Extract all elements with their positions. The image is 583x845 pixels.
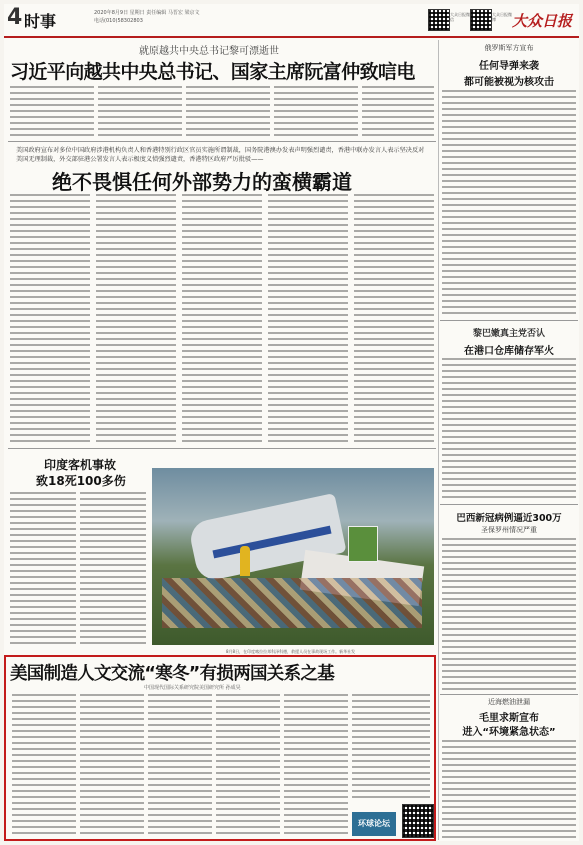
vietnam-body-col4 [274, 86, 358, 138]
hongkong-body-col5 [354, 194, 434, 444]
page-header [4, 4, 579, 38]
newspaper-logo: 大众日报 [512, 12, 573, 30]
mauritius-headline-line2: 进入“环境紧急状态” [462, 727, 556, 738]
divider [440, 504, 578, 505]
divider [8, 141, 436, 142]
feature-body-col3 [148, 694, 212, 836]
weixin-qr-code [428, 9, 450, 31]
india-body-col2 [80, 492, 146, 647]
india-headline-line2: 致18死100多伤 [36, 474, 126, 488]
dateline-text: 2020年8月9日 星期日 责任编辑 马晋宏 梁京文 [94, 10, 200, 16]
brazil-headline: 巴西新冠病例逼近300万 [456, 513, 562, 524]
dateline [94, 9, 234, 25]
feature-headline: 美国制造人文交流“寒冬”有损两国关系之基 [10, 664, 335, 684]
divider [440, 694, 578, 695]
divider [8, 448, 436, 449]
mauritius-headline-line1: 毛里求斯宣布 [479, 713, 539, 724]
newspaper-page [4, 4, 579, 841]
qr-label-1: 大众日报微信 [450, 12, 470, 22]
feature-body-col1 [12, 694, 76, 836]
green-sign [348, 526, 378, 562]
russia-kicker: 俄罗斯军方宣布 [484, 44, 534, 52]
brazil-body [442, 538, 576, 690]
hongkong-body-col4 [268, 194, 348, 444]
india-body-col1 [10, 492, 76, 647]
phone-text: 电话(010)58302803 [94, 18, 143, 24]
hongkong-headline: 绝不畏惧任何外部势力的蛮横霸道 [52, 170, 352, 194]
hongkong-body-col2 [96, 194, 176, 444]
lebanon-kicker: 黎巴嫩真主党否认 [472, 329, 545, 339]
qr-label-2: 大众日报微博 [492, 12, 512, 22]
rescue-worker [240, 546, 250, 576]
vietnam-body-col3 [186, 86, 270, 138]
section-title: 时事 [24, 12, 57, 31]
lebanon-headline: 在港口仓库储存军火 [464, 346, 554, 357]
feature-qr-code [402, 804, 434, 838]
page-number: 4 [7, 5, 23, 30]
column-stamp: 环球论坛 [352, 812, 396, 836]
russia-body [442, 90, 576, 316]
feature-byline: 中国现代国际关系研究院美国研究所 孙成昊 [144, 685, 241, 691]
feature-body-col5 [284, 694, 348, 836]
vietnam-kicker: 就原越共中央总书记黎可漂逝世 [139, 46, 279, 57]
mauritius-kicker: 近海燃油泄漏 [488, 698, 530, 706]
feature-body-col6 [352, 694, 430, 800]
lebanon-body [442, 358, 576, 500]
feature-body-col2 [80, 694, 144, 836]
hongkong-body-col1 [10, 194, 90, 444]
plane-crash-photo [152, 468, 434, 645]
divider [440, 320, 578, 321]
mauritius-body [442, 740, 576, 838]
debris-field [162, 578, 422, 628]
vietnam-body-col1 [10, 86, 94, 138]
feature-body-col4 [216, 694, 280, 836]
photo-caption: 8月8日，在印度喀拉拉邦科泽科德，救援人员在事故现场工作。新华社发 [226, 649, 356, 654]
vietnam-body-col5 [362, 86, 434, 138]
weibo-qr-code [470, 9, 492, 31]
brazil-subline: 圣保罗州情况严重 [481, 526, 537, 534]
vietnam-body-col2 [98, 86, 182, 138]
vietnam-headline: 习近平向越共中央总书记、国家主席阮富仲致唁电 [10, 61, 415, 83]
hongkong-lead: 美国政府宣布对多位中国政府涉港机构负责人和香港特别行政区官员实施所谓制裁，国务院港澳办发表声明强烈谴责，香港中联办发言人表示坚决反对美国无理制裁，外交部驻港公署发言人表示极度义愤强烈谴责，香港特区政府严厉批驳—— [16, 147, 425, 163]
russia-headline-line2: 都可能被视为核攻击 [464, 77, 554, 88]
hongkong-body-col3 [182, 194, 262, 444]
russia-headline-line1: 任何导弹来袭 [479, 61, 539, 72]
india-headline-line1: 印度客机事故 [44, 458, 117, 472]
